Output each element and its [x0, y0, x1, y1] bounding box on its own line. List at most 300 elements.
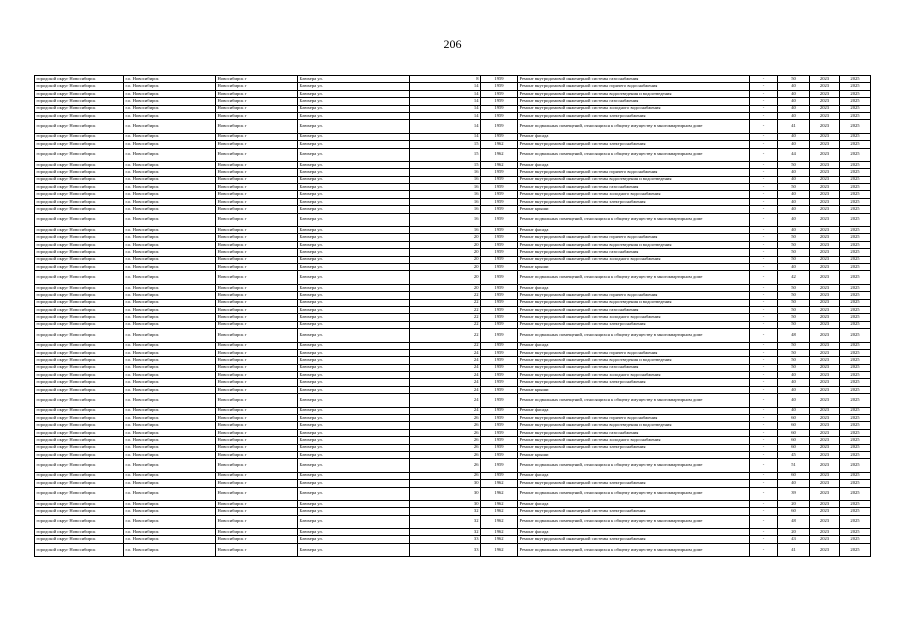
dash-cell: - — [750, 459, 778, 472]
city-cell: Новосибирск г — [216, 299, 298, 306]
table-row — [35, 292, 871, 299]
volume-cell: 40 — [778, 133, 810, 140]
house-number-cell: 30 — [410, 500, 481, 507]
work-type-cell: Ремонт подвальных помещений, относящихся к общему имуществу в многоквартирном доме — [518, 487, 750, 500]
city-cell: Новосибирск г — [216, 422, 298, 429]
year-from-cell: 2023 — [810, 206, 840, 213]
volume-cell: 50 — [778, 284, 810, 291]
house-number-cell: 24 — [410, 394, 481, 407]
city-cell: Новосибирск г — [216, 329, 298, 342]
city-cell: Новосибирск г — [216, 306, 298, 313]
year-to-cell: 2025 — [840, 515, 871, 528]
dash-cell: - — [750, 543, 778, 556]
year-from-cell: 2023 — [810, 98, 840, 105]
street-cell: Блюхера ул. — [298, 98, 410, 105]
table-row — [35, 198, 871, 205]
year-from-cell: 2023 — [810, 437, 840, 444]
district-cell: г.о. Новосибирск — [124, 120, 216, 133]
street-cell: Блюхера ул. — [298, 213, 410, 226]
city-cell: Новосибирск г — [216, 536, 298, 543]
year-built-cell: 1959 — [481, 184, 518, 191]
municipality-cell: городской округ Новосибирск — [35, 112, 124, 119]
volume-cell: 40 — [778, 407, 810, 414]
volume-cell: 41 — [778, 120, 810, 133]
year-from-cell: 2023 — [810, 444, 840, 451]
year-from-cell: 2023 — [810, 372, 840, 379]
table-row — [35, 120, 871, 133]
street-cell: Блюхера ул. — [298, 184, 410, 191]
work-type-cell: Ремонт фасада — [518, 500, 750, 507]
house-number-cell: 20 — [410, 241, 481, 248]
dash-cell: - — [750, 314, 778, 321]
city-cell: Новосибирск г — [216, 349, 298, 356]
house-number-cell: 30 — [410, 487, 481, 500]
municipality-cell: городской округ Новосибирск — [35, 314, 124, 321]
dash-cell: - — [750, 271, 778, 284]
table-row — [35, 422, 871, 429]
table-row — [35, 437, 871, 444]
dash-cell: - — [750, 536, 778, 543]
municipality-cell: городской округ Новосибирск — [35, 299, 124, 306]
district-cell: г.о. Новосибирск — [124, 191, 216, 198]
municipality-cell: городской округ Новосибирск — [35, 227, 124, 234]
city-cell: Новосибирск г — [216, 321, 298, 328]
dash-cell: - — [750, 372, 778, 379]
dash-cell: - — [750, 76, 778, 83]
year-to-cell: 2025 — [840, 529, 871, 536]
table-row — [35, 536, 871, 543]
year-built-cell: 1959 — [481, 76, 518, 83]
year-built-cell: 1959 — [481, 372, 518, 379]
year-to-cell: 2025 — [840, 342, 871, 349]
volume-cell: 50 — [778, 314, 810, 321]
city-cell: Новосибирск г — [216, 394, 298, 407]
dash-cell: - — [750, 148, 778, 161]
year-to-cell: 2025 — [840, 451, 871, 458]
year-to-cell: 2025 — [840, 480, 871, 487]
year-to-cell: 2025 — [840, 306, 871, 313]
district-cell: г.о. Новосибирск — [124, 206, 216, 213]
year-to-cell: 2025 — [840, 169, 871, 176]
year-built-cell: 1959 — [481, 429, 518, 436]
year-to-cell: 2025 — [840, 314, 871, 321]
table-row — [35, 241, 871, 248]
district-cell: г.о. Новосибирск — [124, 386, 216, 393]
house-number-cell: 20 — [410, 284, 481, 291]
house-number-cell: 32 — [410, 508, 481, 515]
work-type-cell: Ремонт внутридомовой инженерной системы горячего водоснабжения — [518, 83, 750, 90]
table-row — [35, 429, 871, 436]
table-row — [35, 529, 871, 536]
work-type-cell: Ремонт фасада — [518, 133, 750, 140]
house-number-cell: 22 — [410, 314, 481, 321]
house-number-cell: 14 — [410, 133, 481, 140]
work-type-cell: Ремонт фасада — [518, 529, 750, 536]
year-to-cell: 2025 — [840, 487, 871, 500]
work-type-cell: Ремонт фасада — [518, 407, 750, 414]
volume-cell: 40 — [778, 263, 810, 270]
year-to-cell: 2025 — [840, 263, 871, 270]
dash-cell: - — [750, 206, 778, 213]
street-cell: Блюхера ул. — [298, 112, 410, 119]
house-number-cell: 16 — [410, 213, 481, 226]
volume-cell: 50 — [778, 357, 810, 364]
year-from-cell: 2023 — [810, 161, 840, 168]
street-cell: Блюхера ул. — [298, 176, 410, 183]
dash-cell: - — [750, 263, 778, 270]
district-cell: г.о. Новосибирск — [124, 508, 216, 515]
house-number-cell: 26 — [410, 422, 481, 429]
district-cell: г.о. Новосибирск — [124, 349, 216, 356]
city-cell: Новосибирск г — [216, 112, 298, 119]
volume-cell: 40 — [778, 83, 810, 90]
year-to-cell: 2025 — [840, 90, 871, 97]
municipality-cell: городской округ Новосибирск — [35, 98, 124, 105]
dash-cell: - — [750, 299, 778, 306]
year-from-cell: 2023 — [810, 306, 840, 313]
year-to-cell: 2025 — [840, 422, 871, 429]
year-from-cell: 2023 — [810, 284, 840, 291]
year-to-cell: 2025 — [840, 184, 871, 191]
dash-cell: - — [750, 407, 778, 414]
year-to-cell: 2025 — [840, 543, 871, 556]
municipality-cell: городской округ Новосибирск — [35, 342, 124, 349]
district-cell: г.о. Новосибирск — [124, 263, 216, 270]
volume-cell: 60 — [778, 437, 810, 444]
volume-cell: 40 — [778, 206, 810, 213]
house-number-cell: 22 — [410, 342, 481, 349]
street-cell: Блюхера ул. — [298, 227, 410, 234]
city-cell: Новосибирск г — [216, 342, 298, 349]
year-from-cell: 2023 — [810, 141, 840, 148]
street-cell: Блюхера ул. — [298, 306, 410, 313]
municipality-cell: городской округ Новосибирск — [35, 161, 124, 168]
district-cell: г.о. Новосибирск — [124, 329, 216, 342]
municipality-cell: городской округ Новосибирск — [35, 372, 124, 379]
year-built-cell: 1962 — [481, 148, 518, 161]
year-to-cell: 2025 — [840, 472, 871, 479]
city-cell: Новосибирск г — [216, 292, 298, 299]
table-row — [35, 133, 871, 140]
work-type-cell: Ремонт внутридомовой инженерной системы холодного водоснабжения — [518, 314, 750, 321]
city-cell: Новосибирск г — [216, 198, 298, 205]
table-row — [35, 306, 871, 313]
table-row — [35, 500, 871, 507]
year-built-cell: 1959 — [481, 386, 518, 393]
year-from-cell: 2023 — [810, 422, 840, 429]
district-cell: г.о. Новосибирск — [124, 459, 216, 472]
work-type-cell: Ремонт внутридомовой инженерной системы водоотведения и водоотведения — [518, 299, 750, 306]
table-row — [35, 249, 871, 256]
city-cell: Новосибирск г — [216, 133, 298, 140]
street-cell: Блюхера ул. — [298, 472, 410, 479]
year-from-cell: 2023 — [810, 415, 840, 422]
municipality-cell: городской округ Новосибирск — [35, 90, 124, 97]
work-type-cell: Ремонт крыши — [518, 451, 750, 458]
year-to-cell: 2025 — [840, 148, 871, 161]
municipality-cell: городской округ Новосибирск — [35, 141, 124, 148]
dash-cell: - — [750, 234, 778, 241]
municipality-cell: городской округ Новосибирск — [35, 429, 124, 436]
year-to-cell: 2025 — [840, 407, 871, 414]
table-row — [35, 141, 871, 148]
volume-cell: 40 — [778, 394, 810, 407]
municipality-cell: городской округ Новосибирск — [35, 169, 124, 176]
city-cell: Новосибирск г — [216, 480, 298, 487]
dash-cell: - — [750, 198, 778, 205]
district-cell: г.о. Новосибирск — [124, 480, 216, 487]
dash-cell: - — [750, 349, 778, 356]
year-built-cell: 1959 — [481, 227, 518, 234]
volume-cell: 50 — [778, 249, 810, 256]
municipality-cell: городской округ Новосибирск — [35, 148, 124, 161]
district-cell: г.о. Новосибирск — [124, 342, 216, 349]
volume-cell: 60 — [778, 422, 810, 429]
municipality-cell: городской округ Новосибирск — [35, 480, 124, 487]
dash-cell: - — [750, 394, 778, 407]
year-to-cell: 2025 — [840, 437, 871, 444]
dash-cell: - — [750, 249, 778, 256]
table-row — [35, 349, 871, 356]
year-from-cell: 2023 — [810, 515, 840, 528]
municipality-cell: городской округ Новосибирск — [35, 76, 124, 83]
year-built-cell: 1959 — [481, 379, 518, 386]
street-cell: Блюхера ул. — [298, 284, 410, 291]
street-cell: Блюхера ул. — [298, 206, 410, 213]
year-built-cell: 1959 — [481, 321, 518, 328]
municipality-cell: городской округ Новосибирск — [35, 83, 124, 90]
dash-cell: - — [750, 321, 778, 328]
municipality-cell: городской округ Новосибирск — [35, 234, 124, 241]
year-built-cell: 1959 — [481, 98, 518, 105]
year-from-cell: 2023 — [810, 90, 840, 97]
street-cell: Блюхера ул. — [298, 515, 410, 528]
year-built-cell: 1959 — [481, 112, 518, 119]
year-to-cell: 2025 — [840, 415, 871, 422]
street-cell: Блюхера ул. — [298, 263, 410, 270]
district-cell: г.о. Новосибирск — [124, 141, 216, 148]
city-cell: Новосибирск г — [216, 184, 298, 191]
house-number-cell: 24 — [410, 349, 481, 356]
year-from-cell: 2023 — [810, 120, 840, 133]
year-to-cell: 2025 — [840, 76, 871, 83]
district-cell: г.о. Новосибирск — [124, 306, 216, 313]
municipality-cell: городской округ Новосибирск — [35, 284, 124, 291]
dash-cell: - — [750, 133, 778, 140]
district-cell: г.о. Новосибирск — [124, 284, 216, 291]
year-from-cell: 2023 — [810, 407, 840, 414]
year-from-cell: 2023 — [810, 394, 840, 407]
volume-cell: 50 — [778, 292, 810, 299]
street-cell: Блюхера ул. — [298, 386, 410, 393]
district-cell: г.о. Новосибирск — [124, 234, 216, 241]
year-from-cell: 2023 — [810, 459, 840, 472]
table-row — [35, 459, 871, 472]
city-cell: Новосибирск г — [216, 515, 298, 528]
street-cell: Блюхера ул. — [298, 500, 410, 507]
municipality-cell: городской округ Новосибирск — [35, 543, 124, 556]
year-to-cell: 2025 — [840, 241, 871, 248]
district-cell: г.о. Новосибирск — [124, 176, 216, 183]
year-from-cell: 2023 — [810, 472, 840, 479]
year-built-cell: 1959 — [481, 271, 518, 284]
year-from-cell: 2023 — [810, 169, 840, 176]
street-cell: Блюхера ул. — [298, 508, 410, 515]
year-from-cell: 2023 — [810, 83, 840, 90]
city-cell: Новосибирск г — [216, 90, 298, 97]
dash-cell: - — [750, 487, 778, 500]
dash-cell: - — [750, 529, 778, 536]
year-built-cell: 1959 — [481, 314, 518, 321]
work-type-cell: Ремонт фасада — [518, 342, 750, 349]
dash-cell: - — [750, 227, 778, 234]
work-type-cell: Ремонт подвальных помещений, относящихся к общему имуществу в многоквартирном доме — [518, 148, 750, 161]
year-to-cell: 2025 — [840, 227, 871, 234]
dash-cell: - — [750, 241, 778, 248]
volume-cell: 50 — [778, 161, 810, 168]
volume-cell: 51 — [778, 459, 810, 472]
year-built-cell: 1959 — [481, 459, 518, 472]
district-cell: г.о. Новосибирск — [124, 472, 216, 479]
municipality-cell: городской округ Новосибирск — [35, 508, 124, 515]
year-from-cell: 2023 — [810, 364, 840, 371]
district-cell: г.о. Новосибирск — [124, 543, 216, 556]
city-cell: Новосибирск г — [216, 487, 298, 500]
volume-cell: 48 — [778, 329, 810, 342]
work-type-cell: Ремонт внутридомовой инженерной системы горячего водоснабжения — [518, 169, 750, 176]
year-built-cell: 1959 — [481, 191, 518, 198]
municipality-cell: городской округ Новосибирск — [35, 213, 124, 226]
house-number-cell: 24 — [410, 386, 481, 393]
dash-cell: - — [750, 90, 778, 97]
year-from-cell: 2023 — [810, 292, 840, 299]
street-cell: Блюхера ул. — [298, 349, 410, 356]
volume-cell: 40 — [778, 372, 810, 379]
street-cell: Блюхера ул. — [298, 191, 410, 198]
year-built-cell: 1959 — [481, 249, 518, 256]
year-to-cell: 2025 — [840, 213, 871, 226]
year-built-cell: 1959 — [481, 292, 518, 299]
district-cell: г.о. Новосибирск — [124, 487, 216, 500]
year-from-cell: 2023 — [810, 263, 840, 270]
year-from-cell: 2023 — [810, 249, 840, 256]
city-cell: Новосибирск г — [216, 176, 298, 183]
table-row — [35, 487, 871, 500]
house-number-cell: 16 — [410, 198, 481, 205]
work-type-cell: Ремонт внутридомовой инженерной системы водоотведения и водоотведения — [518, 176, 750, 183]
year-to-cell: 2025 — [840, 321, 871, 328]
city-cell: Новосибирск г — [216, 451, 298, 458]
volume-cell: 40 — [778, 386, 810, 393]
municipality-cell: городской округ Новосибирск — [35, 321, 124, 328]
municipality-cell: городской округ Новосибирск — [35, 515, 124, 528]
dash-cell: - — [750, 415, 778, 422]
table-row — [35, 386, 871, 393]
volume-cell: 60 — [778, 415, 810, 422]
work-type-cell: Ремонт внутридомовой инженерной системы газоснабжения — [518, 364, 750, 371]
year-built-cell: 1959 — [481, 176, 518, 183]
volume-cell: 50 — [778, 234, 810, 241]
volume-cell: 40 — [778, 227, 810, 234]
district-cell: г.о. Новосибирск — [124, 256, 216, 263]
house-number-cell: 14 — [410, 112, 481, 119]
year-from-cell: 2023 — [810, 198, 840, 205]
year-built-cell: 1962 — [481, 161, 518, 168]
table-row — [35, 191, 871, 198]
year-to-cell: 2025 — [840, 379, 871, 386]
table-row — [35, 90, 871, 97]
volume-cell: 40 — [778, 176, 810, 183]
work-type-cell: Ремонт крыши — [518, 263, 750, 270]
year-to-cell: 2025 — [840, 386, 871, 393]
year-from-cell: 2023 — [810, 508, 840, 515]
district-cell: г.о. Новосибирск — [124, 105, 216, 112]
house-number-cell: 14 — [410, 90, 481, 97]
work-type-cell: Ремонт подвальных помещений, относящихся к общему имуществу в многоквартирном доме — [518, 329, 750, 342]
year-built-cell: 1962 — [481, 508, 518, 515]
year-from-cell: 2023 — [810, 429, 840, 436]
year-from-cell: 2023 — [810, 329, 840, 342]
table-row — [35, 364, 871, 371]
table-row — [35, 472, 871, 479]
district-cell: г.о. Новосибирск — [124, 241, 216, 248]
dash-cell: - — [750, 329, 778, 342]
year-from-cell: 2023 — [810, 133, 840, 140]
year-built-cell: 1959 — [481, 364, 518, 371]
street-cell: Блюхера ул. — [298, 256, 410, 263]
district-cell: г.о. Новосибирск — [124, 321, 216, 328]
city-cell: Новосибирск г — [216, 161, 298, 168]
table-row — [35, 76, 871, 83]
year-built-cell: 1959 — [481, 263, 518, 270]
work-type-cell: Ремонт внутридомовой инженерной системы газоснабжения — [518, 249, 750, 256]
house-number-cell: 15 — [410, 161, 481, 168]
house-number-cell: 24 — [410, 364, 481, 371]
district-cell: г.о. Новосибирск — [124, 271, 216, 284]
work-type-cell: Ремонт внутридомовой инженерной системы электроснабжения — [518, 444, 750, 451]
work-type-cell: Ремонт внутридомовой инженерной системы холодного водоснабжения — [518, 191, 750, 198]
work-type-cell: Ремонт внутридомовой инженерной системы электроснабжения — [518, 141, 750, 148]
volume-cell: 41 — [778, 543, 810, 556]
house-number-cell: 26 — [410, 437, 481, 444]
city-cell: Новосибирск г — [216, 227, 298, 234]
year-to-cell: 2025 — [840, 133, 871, 140]
volume-cell: 48 — [778, 515, 810, 528]
work-type-cell: Ремонт внутридомовой инженерной системы холодного водоснабжения — [518, 372, 750, 379]
house-number-cell: 20 — [410, 249, 481, 256]
year-to-cell: 2025 — [840, 299, 871, 306]
city-cell: Новосибирск г — [216, 141, 298, 148]
year-from-cell: 2023 — [810, 256, 840, 263]
city-cell: Новосибирск г — [216, 120, 298, 133]
table-row — [35, 329, 871, 342]
dash-cell: - — [750, 213, 778, 226]
house-number-cell: 20 — [410, 263, 481, 270]
street-cell: Блюхера ул. — [298, 451, 410, 458]
volume-cell: 20 — [778, 500, 810, 507]
year-from-cell: 2023 — [810, 191, 840, 198]
house-number-cell: 20 — [410, 234, 481, 241]
house-number-cell: 15 — [410, 141, 481, 148]
house-number-cell: 26 — [410, 459, 481, 472]
capital-repair-table — [34, 75, 871, 557]
year-built-cell: 1959 — [481, 437, 518, 444]
city-cell: Новосибирск г — [216, 508, 298, 515]
municipality-cell: городской округ Новосибирск — [35, 422, 124, 429]
year-to-cell: 2025 — [840, 444, 871, 451]
table-row — [35, 299, 871, 306]
municipality-cell: городской округ Новосибирск — [35, 394, 124, 407]
